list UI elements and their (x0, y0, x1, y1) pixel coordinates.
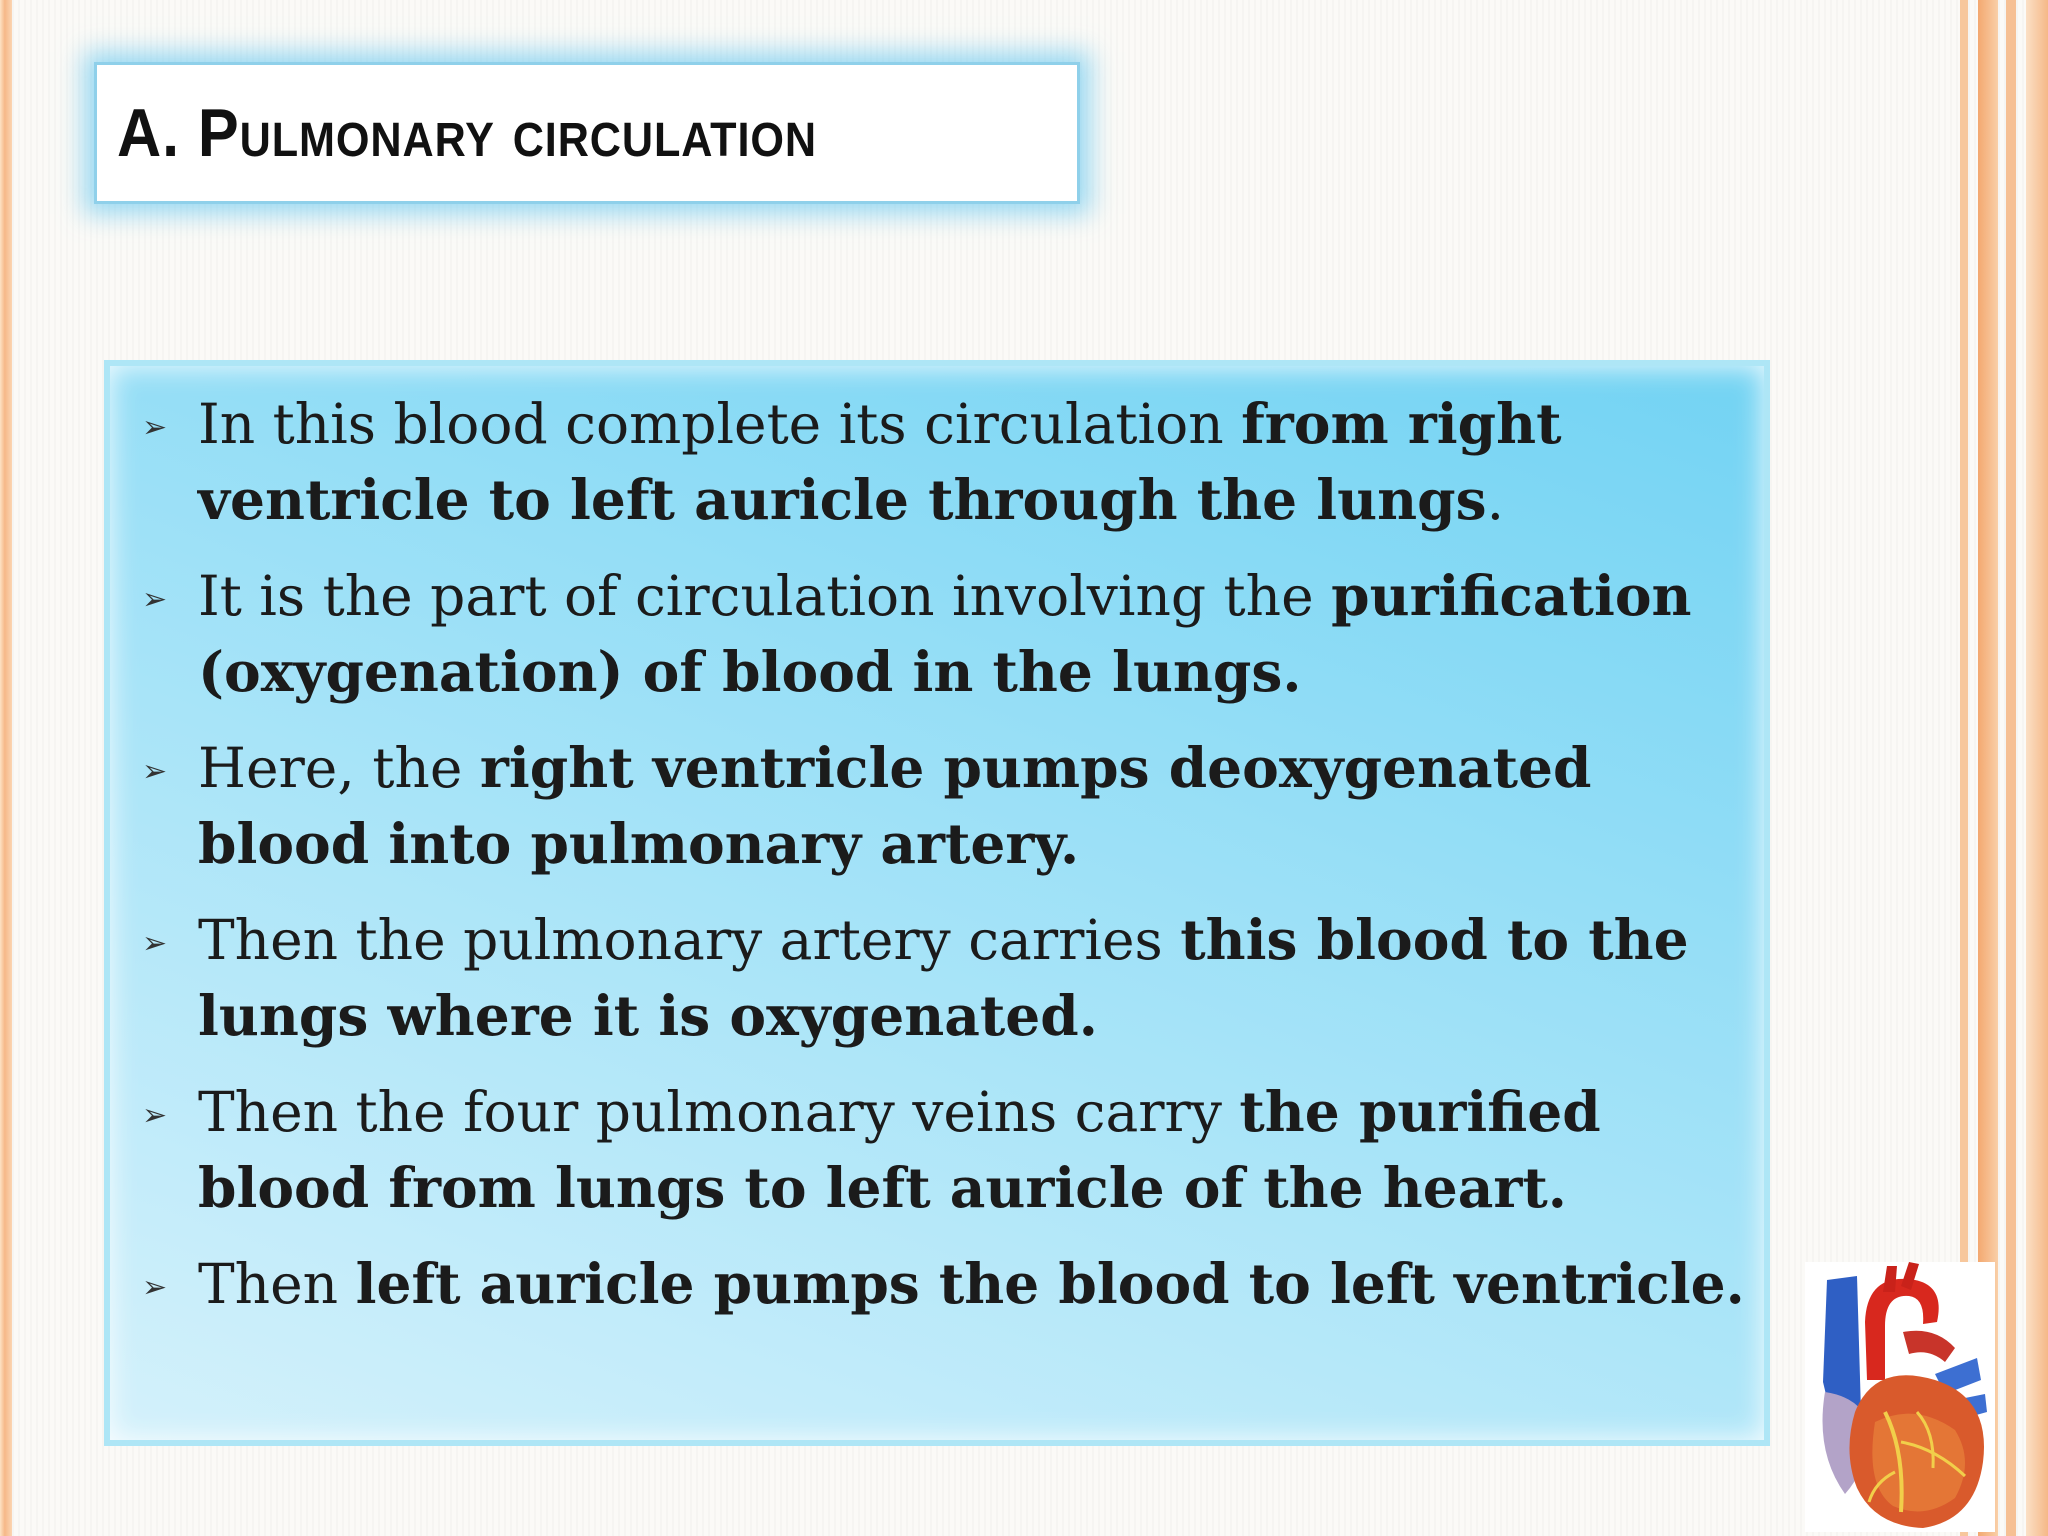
right-decorative-stripe (2026, 0, 2048, 1536)
content-box (104, 360, 1770, 1446)
arrowhead-bullet-icon: ➢ (142, 582, 168, 617)
bullet-item: ➢ Then the pulmonary artery carries this blood to the lungs where it is oxygenated. (142, 907, 1689, 1048)
arrowhead-bullet-icon: ➢ (142, 1270, 168, 1305)
slide-title-box (94, 62, 1080, 204)
left-decorative-stripe (0, 0, 12, 1536)
arrowhead-bullet-icon: ➢ (142, 926, 168, 961)
bullet-item: ➢ It is the part of circulation involving the purification (oxygenation) of blood in the lungs. (142, 563, 1692, 704)
bullet-item: ➢ Then left auricle pumps the blood to left ventricle. (134, 1246, 1754, 1322)
arrowhead-bullet-icon: ➢ (142, 410, 168, 445)
right-decorative-stripe (2006, 0, 2016, 1536)
arrowhead-bullet-icon: ➢ (142, 754, 168, 789)
bullet-item: ➢ Here, the right ventricle pumps deoxygenated blood into pulmonary artery. (142, 735, 1592, 876)
bullet-item: ➢ Then the four pulmonary veins carry the purified blood from lungs to left auricle of the heart. (142, 1079, 1601, 1220)
bullet-item: ➢ In this blood complete its circulation from right ventricle to left auricle through the lungs. (142, 391, 1562, 532)
arrowhead-bullet-icon: ➢ (142, 1098, 168, 1133)
heart-illustration-icon (1805, 1262, 1995, 1532)
bullet-list (134, 386, 1754, 1342)
slide-title: A. Pulmonary circulation (117, 95, 817, 171)
